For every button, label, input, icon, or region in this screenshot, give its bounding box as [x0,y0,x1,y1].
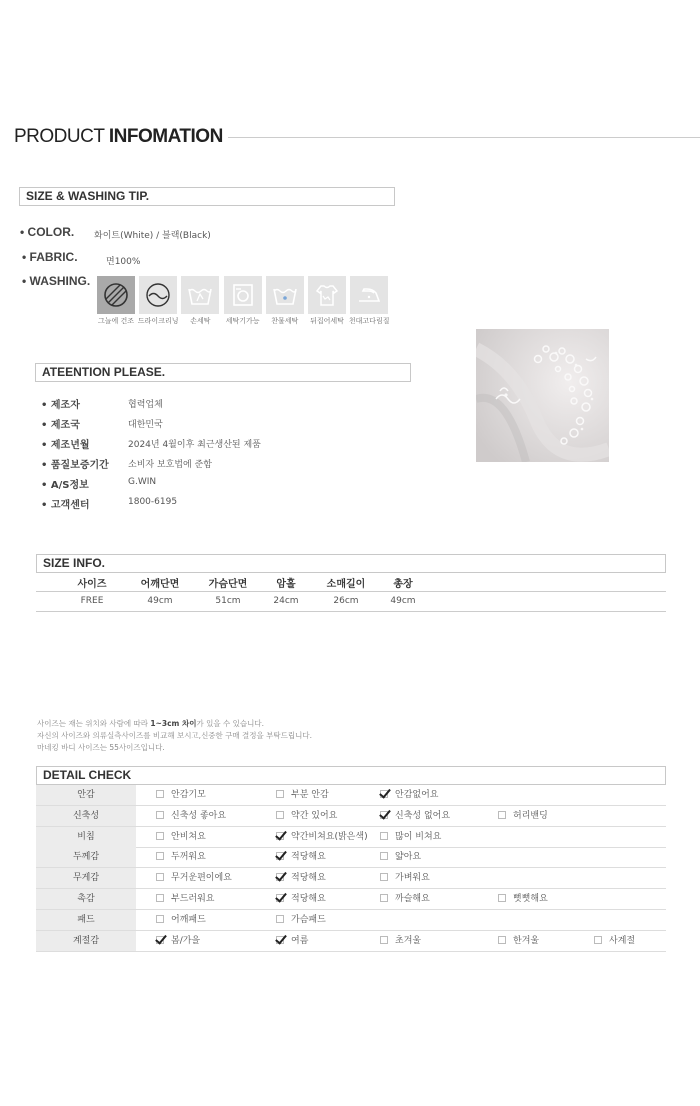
product-fabric-photo [476,329,609,462]
attention-label: • 제조자 [41,400,80,411]
unchecked-box-icon [380,936,388,944]
title-divider [228,137,700,138]
unchecked-box-icon [156,873,164,881]
detail-check-option-label: 안비쳐요 [171,831,206,842]
detail-check-option-label: 약간 있어요 [291,810,338,821]
detail-check-option [380,847,421,867]
detail-check-head: 안감 [36,785,136,805]
unchecked-box-icon [380,894,388,902]
attention-value: 2024년 4월이후 최근생산된 제품 [128,440,261,450]
detail-check-head: 패드 [36,910,136,930]
hand-wash-icon [186,281,214,309]
checked-box-icon [380,790,388,798]
detail-check-option-label: 어깨패드 [171,914,206,925]
machine-wash-symbol [224,276,262,314]
color-value: 화이트(White) / 블랙(Black) [94,231,211,241]
detail-check-option [156,931,200,951]
attention-value: 소비자 보호법에 준함 [128,460,212,470]
size-header-cell: 어깨단면 [140,579,180,590]
size-value-cell: 26cm [333,596,359,606]
detail-check-head: 무게감 [36,868,136,888]
size-header-cell: 암홀 [276,579,296,590]
checked-box-icon [276,936,284,944]
detail-check-option [156,827,206,847]
checked-box-icon [276,852,284,860]
detail-check-row [36,785,666,806]
page-title [14,126,223,148]
size-note-1: 사이즈는 재는 위치와 사람에 따라 1~3cm 차이가 있을 수 있습니다. [37,719,264,728]
detail-check-title: DETAIL CHECK [36,766,666,785]
shade-dry-icon [102,281,130,309]
washing-icon-label: 드라이크리닝 [137,317,179,325]
detail-check-option-label: 무거운편이에요 [171,873,232,884]
detail-check-option-label: 까슬해요 [395,894,430,904]
size-value-cell: 24cm [273,596,299,606]
detail-check-option [594,931,635,951]
attention-label: • 제조국 [41,420,80,431]
detail-check-option-label: 부드러워요 [171,894,215,904]
size-value-cell: 49cm [390,596,416,606]
size-table-header-divider [36,591,666,592]
detail-check-option [156,910,206,930]
unchecked-box-icon [156,811,164,819]
detail-check-option [156,785,206,805]
unchecked-box-icon [498,894,506,902]
attention-value: 협력업체 [128,400,163,410]
unchecked-box-icon [276,811,284,819]
color-label: • COLOR. [20,225,75,239]
washing-label: • WASHING. [22,274,91,288]
detail-check-option [156,806,226,826]
low-iron-symbol [350,276,388,314]
title-light: PRODUCT [14,126,109,147]
detail-check-head: 계절감 [36,931,136,951]
unchecked-box-icon [276,790,284,798]
dry-clean-symbol [139,276,177,314]
detail-check-row [36,868,666,889]
size-header-cell: 사이즈 [77,579,107,590]
cold-wash-symbol [266,276,304,314]
detail-check-option [276,931,308,951]
hand-wash-symbol [181,276,219,314]
detail-check-option-label: 봄/가을 [171,935,201,946]
unchecked-box-icon [156,894,164,902]
detail-check-option [156,868,232,888]
detail-check-option-label: 초겨울 [395,935,422,946]
detail-check-option-label: 적당해요 [291,852,326,863]
unchecked-box-icon [156,915,164,923]
attention-label: • 품질보증기간 [41,460,109,471]
unchecked-box-icon [498,811,506,819]
detail-check-row [36,910,666,931]
size-washing-title: SIZE & WASHING TIP. [19,187,395,206]
dry-clean-icon [144,281,172,309]
detail-check-option [276,847,326,867]
size-table-bottom-divider [36,611,666,612]
detail-check-option [380,931,421,951]
shade-dry-symbol [97,276,135,314]
detail-check-option-label: 신축성 좋아요 [171,810,227,821]
unchecked-box-icon [156,852,164,860]
inside-out-wash-symbol [308,276,346,314]
detail-check-head: 신축성 [36,806,136,826]
detail-check-option [498,889,548,909]
attention-title: ATEENTION PLEASE. [35,363,411,382]
checked-box-icon [276,873,284,881]
detail-check-option-label: 신축성 없어요 [395,810,451,821]
low-iron-icon [355,281,383,309]
attention-value: 대한민국 [128,420,163,430]
attention-label: • A/S정보 [41,480,89,491]
size-value-cell: FREE [80,596,104,606]
washing-icon-label: 그늘에 건조 [97,317,135,325]
detail-check-option [276,806,337,826]
detail-check-head: 촉감 [36,889,136,909]
detail-check-row [36,806,666,827]
washing-icon-label: 찬물세탁 [271,317,299,325]
detail-check-option-label: 가벼워요 [395,873,430,884]
size-note-3: 마네킹 바디 사이즈는 55사이즈입니다. [37,743,165,752]
detail-check-option [380,806,450,826]
detail-check-option [380,868,430,888]
attention-label: • 제조년월 [41,440,90,451]
fabric-label: • FABRIC. [22,250,78,264]
attention-value: G.WIN [128,477,157,487]
unchecked-box-icon [594,936,602,944]
detail-check-option [276,827,368,847]
detail-check-option [498,806,548,826]
detail-check-option-label: 부분 안감 [291,790,329,800]
detail-check-option [380,889,430,909]
checked-box-icon [276,832,284,840]
detail-check-row [36,931,666,952]
detail-check-option-label: 안감없어요 [395,790,439,800]
size-note-2: 자신의 사이즈와 의류실측사이즈를 비교해 보시고,신중한 구매 결정을 부탁드립니다. [37,731,313,740]
size-value-cell: 49cm [147,596,173,606]
detail-check-head: 비침 [36,827,136,847]
detail-check-option-label: 두꺼워요 [171,852,206,863]
attention-label: • 고객센터 [41,500,90,511]
detail-check-option-label: 가슴패드 [291,914,326,925]
detail-check-option [276,889,326,909]
detail-check-option [498,931,539,951]
detail-check-option [276,785,329,805]
detail-check-option-label: 허리밴딩 [513,810,548,821]
size-header-cell: 총장 [393,579,413,590]
unchecked-box-icon [156,832,164,840]
detail-check-option [276,910,326,930]
washing-icon-label: 세탁기가능 [225,317,260,325]
detail-check-option-label: 적당해요 [291,894,326,904]
detail-check-option-label: 뻣뻣해요 [513,894,548,904]
washing-icon-label: 손세탁 [190,317,211,325]
size-value-cell: 51cm [215,596,241,606]
inside-out-wash-icon [313,281,341,309]
detail-check-option [156,889,214,909]
lace-embroidery-image [476,329,609,462]
detail-check-option [156,847,206,867]
checked-box-icon [276,894,284,902]
detail-check-option-label: 한겨울 [513,935,540,946]
machine-wash-icon [229,281,257,309]
washing-icon-label: 뒤집어세탁 [310,317,344,325]
attention-value: 1800-6195 [128,497,178,507]
checked-box-icon [156,936,164,944]
size-info-title: SIZE INFO. [36,554,666,573]
unchecked-box-icon [380,832,388,840]
detail-check-row [36,889,666,910]
detail-check-row [36,847,666,868]
unchecked-box-icon [498,936,506,944]
detail-check-option-label: 사계절 [609,935,636,946]
size-header-cell: 가슴단면 [208,579,248,590]
unchecked-box-icon [380,873,388,881]
unchecked-box-icon [156,790,164,798]
size-header-cell: 소매길이 [326,579,366,590]
detail-check-option [276,868,326,888]
title-bold: INFOMATION [108,126,223,147]
detail-check-option-label: 약간비쳐요(밝은색) [291,831,368,842]
detail-check-option-label: 많이 비쳐요 [395,831,442,842]
detail-check-head: 두께감 [36,847,136,867]
detail-check-option-label: 안감기모 [171,790,206,800]
unchecked-box-icon [380,852,388,860]
detail-check-option-label: 여름 [291,935,309,946]
detail-check-option [380,827,441,847]
detail-check-option-label: 얇아요 [395,852,422,863]
detail-check-row [36,827,666,848]
fabric-value: 면100% [106,257,141,267]
checked-box-icon [380,811,388,819]
detail-check-option [380,785,438,805]
detail-check-option-label: 적당해요 [291,873,326,884]
cold-wash-icon [271,281,299,309]
washing-icon-label: 천대고다림질 [348,317,390,325]
unchecked-box-icon [276,915,284,923]
